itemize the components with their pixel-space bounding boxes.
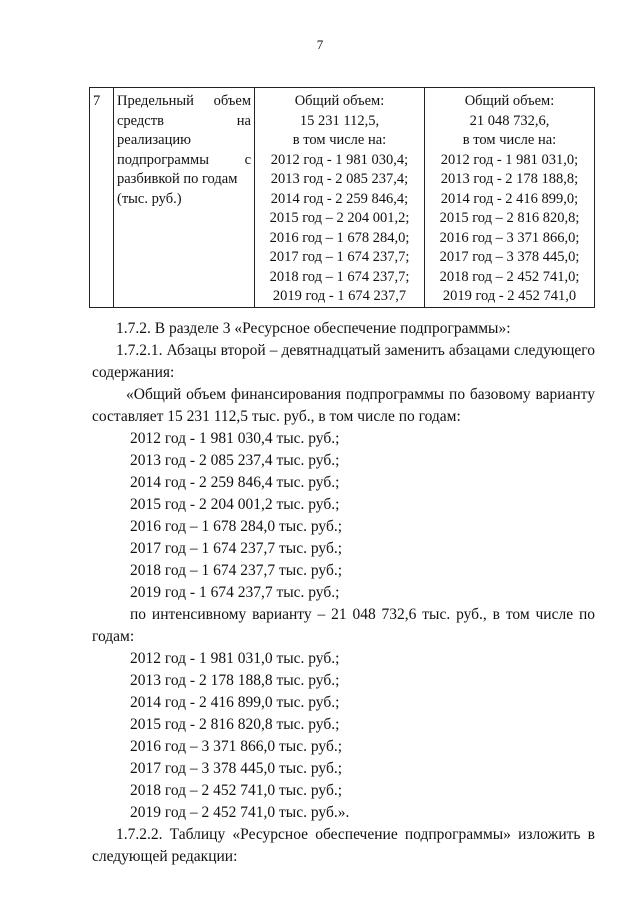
paragraph-intensive-total: по интенсивному варианту – 21 048 732,6 тыс. руб., в том числе по: [130, 606, 595, 623]
base-year: 2015 год – 2 204 001,2;: [269, 210, 410, 226]
base-year: 2018 год – 1 674 237,7;: [269, 268, 410, 285]
base-year-line: 2012 год - 1 981 030,4 тыс. руб.;: [130, 430, 340, 447]
intensive-year: 2012 год - 1 981 031,0;: [440, 151, 579, 168]
base-variant-cell: [255, 88, 425, 308]
base-year: 2013 год - 2 085 237,4;: [270, 171, 409, 187]
base-year-line: 2013 год - 2 085 237,4 тыс. руб.;: [130, 452, 340, 469]
table-row: [90, 88, 595, 308]
label-line: Предельный объем: [117, 93, 251, 109]
paragraph-1-7-2-1: 1.7.2.1. Абзацы второй – девятнадцатый заменить абзацами следующего: [116, 342, 595, 359]
intensive-year-line: 2012 год - 1 981 031,0 тыс. руб.;: [130, 650, 340, 667]
intensive-year-line: 2016 год – 3 371 866,0 тыс. руб.;: [130, 738, 343, 755]
paragraph-1-7-2-2-cont: следующей редакции:: [92, 848, 238, 865]
intensive-variant-cell: [425, 88, 595, 308]
base-year-line: 2017 год – 1 674 237,7 тыс. руб.;: [130, 540, 343, 557]
base-incl: в том числе на:: [292, 132, 387, 148]
base-total: 15 231 112,5,: [299, 112, 380, 129]
label-cell: [114, 88, 255, 308]
funding-table: [89, 87, 595, 308]
intensive-year-line: 2013 год - 2 178 188,8 тыс. руб.;: [130, 672, 340, 689]
label-line: разбивкой по годам: [117, 171, 238, 187]
intensive-year-line: 2019 год – 2 452 741,0 тыс. руб.».: [130, 804, 350, 821]
intensive-year: 2018 год – 2 452 741,0;: [439, 268, 580, 285]
intensive-head: Общий объем:: [464, 93, 555, 109]
label-line: средств на: [117, 112, 251, 129]
paragraph-1-7-2: 1.7.2. В разделе 3 «Ресурсное обеспечение подпрограммы»:: [116, 320, 511, 337]
row-number-cell: 7: [90, 88, 114, 308]
paragraph-base-total-cont: составляет 15 231 112,5 тыс. руб., в том числе по годам:: [92, 408, 461, 425]
base-year-line: 2018 год – 1 674 237,7 тыс. руб.;: [130, 562, 343, 579]
intensive-year: 2017 год – 3 378 445,0;: [439, 249, 580, 265]
base-head: Общий объем:: [294, 93, 385, 109]
intensive-year-line: 2015 год - 2 816 820,8 тыс. руб.;: [130, 716, 340, 733]
paragraph-intensive-total-cont: годам:: [92, 628, 135, 645]
label-line: реализацию: [117, 132, 191, 148]
base-year-line: 2015 год - 2 204 001,2 тыс. руб.;: [130, 496, 340, 513]
intensive-year: 2014 год - 2 416 899,0;: [440, 190, 579, 207]
base-year: 2019 год - 1 674 237,7: [272, 288, 407, 304]
base-year: 2012 год - 1 981 030,4;: [270, 151, 409, 168]
document-body: [92, 318, 595, 868]
paragraph-1-7-2-1-cont: содержания:: [92, 364, 175, 381]
intensive-year: 2016 год – 3 371 866,0;: [439, 229, 580, 246]
paragraph-base-total: «Общий объем финансирования подпрограммы по базовому варианту: [126, 386, 595, 403]
base-year-line: 2014 год - 2 259 846,4 тыс. руб.;: [130, 474, 340, 491]
intensive-year: 2015 год – 2 816 820,8;: [439, 210, 580, 226]
label-line: подпрограммы с: [117, 151, 251, 168]
intensive-year-line: 2017 год – 3 378 445,0 тыс. руб.;: [130, 760, 343, 777]
base-year-line: 2016 год – 1 678 284,0 тыс. руб.;: [130, 518, 343, 535]
page-number: 7: [316, 37, 324, 52]
base-year: 2016 год – 1 678 284,0;: [269, 229, 410, 246]
label-line: (тыс. руб.): [117, 190, 182, 207]
intensive-year: 2019 год - 2 452 741,0: [442, 288, 577, 304]
intensive-year: 2013 год - 2 178 188,8;: [440, 171, 579, 187]
intensive-year-line: 2014 год - 2 416 899,0 тыс. руб.;: [130, 694, 340, 711]
base-year: 2014 год - 2 259 846,4;: [270, 190, 409, 207]
intensive-incl: в том числе на:: [462, 132, 557, 148]
paragraph-1-7-2-2: 1.7.2.2. Таблицу «Ресурсное обеспечение подпрограммы» изложить в: [116, 826, 595, 843]
base-year-line: 2019 год - 1 674 237,7 тыс. руб.;: [130, 584, 340, 601]
base-year: 2017 год – 1 674 237,7;: [269, 249, 410, 265]
intensive-year-line: 2018 год – 2 452 741,0 тыс. руб.;: [130, 782, 343, 799]
intensive-total: 21 048 732,6,: [469, 112, 550, 129]
